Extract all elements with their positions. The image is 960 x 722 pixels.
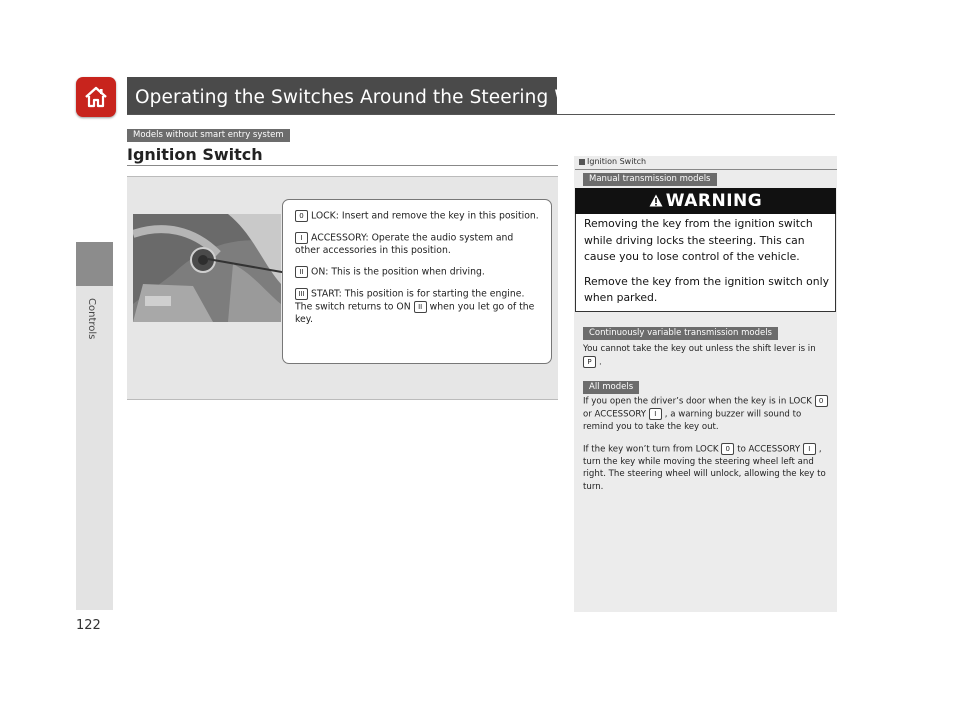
cvt-note: You cannot take the key out unless the shift lever is in P . <box>583 344 816 368</box>
warning-paragraph: Remove the key from the ignition switch only when parked. <box>584 274 829 304</box>
position-0-badge: 0 <box>815 395 828 407</box>
page-number: 122 <box>76 618 101 633</box>
all-models-notes <box>583 395 831 503</box>
door-buzzer-note: If you open the driver’s door when the key is in LOCK 0or ACCESSORY I , a warning buzzer will sound to remind you to take the key out. <box>583 395 831 434</box>
chapter-tab-marker <box>76 242 113 286</box>
position-ii-badge: II <box>295 266 308 278</box>
park-badge: P <box>583 356 596 368</box>
lock-position-text: 0 LOCK: Insert and remove the key in this position. <box>295 210 541 223</box>
on-position-text: II ON: This is the position when driving. <box>295 266 541 279</box>
notes-divider <box>575 169 837 170</box>
position-i-badge: I <box>295 232 308 244</box>
manual-transmission-tag: Manual transmission models <box>583 173 717 186</box>
header-divider <box>127 114 835 115</box>
position-i-badge: I <box>803 443 816 455</box>
position-i-badge: I <box>649 408 662 420</box>
notes-header: Ignition Switch <box>579 157 646 166</box>
ignition-positions-callout <box>282 199 552 364</box>
cvt-models-tag: Continuously variable transmission models <box>583 327 778 340</box>
warning-paragraph: Removing the key from the ignition switch while driving locks the steering. This can cause you to lose control of the vehicle. <box>584 217 813 263</box>
all-models-tag: All models <box>583 381 639 394</box>
position-ii-badge: II <box>414 301 427 313</box>
home-icon <box>82 83 110 111</box>
warning-text <box>584 216 832 315</box>
reference-marker-icon <box>579 159 585 165</box>
accessory-position-text: I ACCESSORY: Operate the audio system and other accessories in this position. <box>295 232 514 256</box>
page-title: Operating the Switches Around the Steering Wheel <box>135 87 613 108</box>
warning-triangle-icon <box>649 194 663 207</box>
key-turn-note: If the key won’t turn from LOCK 0 to ACCESSORY I , turn the key while moving the steering wheel left and right. The steering wheel will unlock, allowing the key to turn. <box>583 444 826 493</box>
home-button[interactable] <box>76 77 116 117</box>
warning-heading: WARNING <box>575 188 836 214</box>
section-divider <box>127 165 558 166</box>
position-iii-badge: III <box>295 288 308 300</box>
section-title: Ignition Switch <box>127 145 263 164</box>
chapter-tab-label: Controls <box>86 298 97 340</box>
models-tag: Models without smart entry system <box>127 129 290 142</box>
position-0-badge: 0 <box>295 210 308 222</box>
start-position-text: III START: This position is for starting the engine. The switch returns to ON II when you let go of the key. <box>295 288 535 325</box>
position-0-badge: 0 <box>721 443 734 455</box>
